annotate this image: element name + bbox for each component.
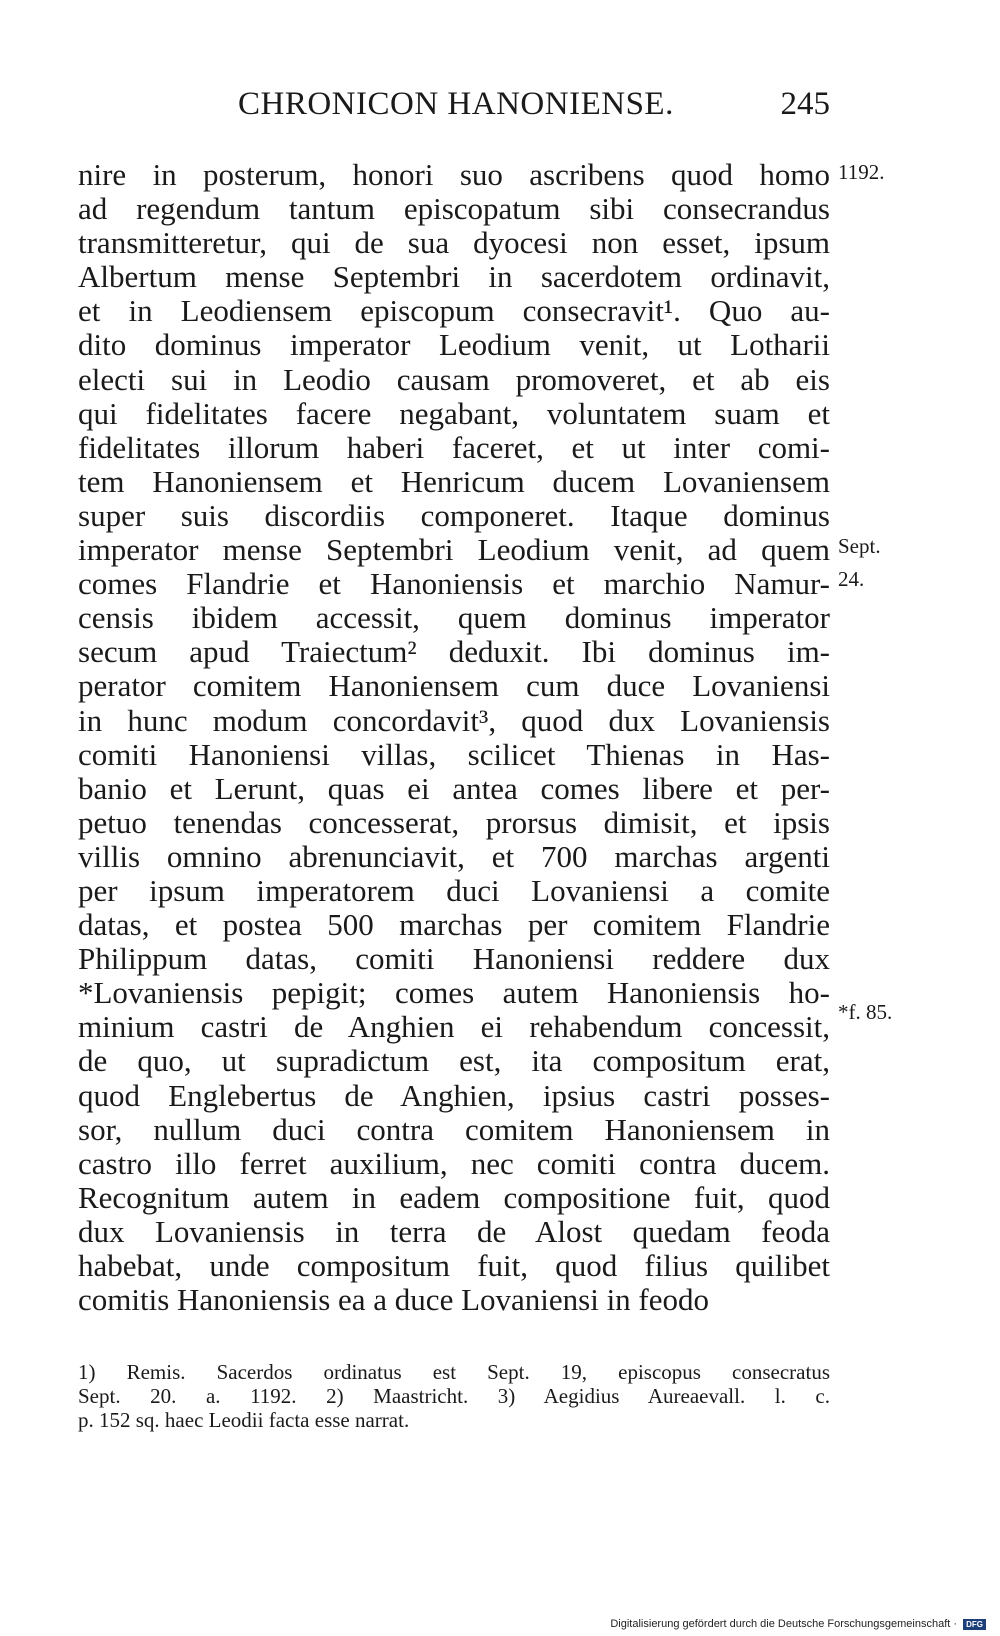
margin-note-month: Sept. [838, 534, 881, 558]
text-line: super suis discordiis componeret. Itaque dominus [78, 497, 830, 533]
footnotes [78, 1360, 830, 1432]
text-line: ad regendum tantum episcopatum sibi consecrandus [78, 191, 830, 227]
page-number: 245 [780, 86, 830, 122]
text-line: imperator mense Septembri Leodium venit, ad quem [78, 532, 830, 568]
text-line: sor, nullum duci contra comitem Hanoniensem in [78, 1111, 830, 1147]
digitization-credit [610, 1618, 986, 1630]
margin-note-year: 1192. [838, 160, 885, 184]
text-line: nire in posterum, honori suo ascribens quod homo [78, 157, 830, 192]
footnote-line: p. 152 sq. haec Leodii facta esse narrat. [78, 1408, 410, 1432]
text-line: secum apud Traiectum² deduxit. Ibi dominus im- [78, 634, 830, 670]
text-line: qui fidelitates facere negabant, voluntatem suam et [78, 395, 830, 431]
text-line: comes Flandrie et Hanoniensis et marchio Namur- [78, 566, 830, 602]
text-line: comiti Hanoniensi villas, scilicet Thienas in Has- [78, 736, 830, 772]
text-line: perator comitem Hanoniensem cum duce Lovaniensi [78, 668, 830, 704]
text-line: transmitteretur, qui de sua dyocesi non esset, ipsum [78, 225, 830, 261]
text-line: fidelitates illorum haberi faceret, et ut inter comi- [78, 429, 830, 465]
text-line: in hunc modum concordavit³, quod dux Lovaniensis [78, 702, 830, 738]
credit-text: Digitalisierung gefördert durch die Deutsche Forschungsgemeinschaft · [610, 1618, 958, 1630]
text-line: Albertum mense Septembri in sacerdotem ordinavit, [78, 259, 830, 295]
footnote-line: 1) Remis. Sacerdos ordinatus est Sept. 19, episcopus consecratus [78, 1360, 830, 1384]
body-text [78, 158, 830, 1317]
text-line: tem Hanoniensem et Henricum ducem Lovaniensem [78, 463, 830, 499]
text-line: comitis Hanoniensis ea a duce Lovaniensi in feodo [78, 1282, 710, 1318]
text-line: castro illo ferret auxilium, nec comiti contra ducem. [78, 1145, 830, 1181]
text-line: dito dominus imperator Leodium venit, ut Lotharii [78, 327, 830, 363]
text-line: minium castri de Anghien ei rehabendum concessit, [78, 1009, 830, 1045]
text-line: quod Englebertus de Anghien, ipsius castri posses- [78, 1077, 830, 1113]
dfg-logo: DFG [963, 1619, 986, 1630]
text-line: *Lovaniensis pepigit; comes autem Hanoniensis ho- [78, 975, 830, 1011]
text-line: Recognitum autem in eadem compositione fuit, quod [78, 1179, 830, 1215]
margin-note-folio: *f. 85. [838, 1000, 893, 1024]
text-line: dux Lovaniensis in terra de Alost quedam feoda [78, 1213, 830, 1249]
text-line: et in Leodiensem episcopum consecravit¹. Quo au- [78, 293, 830, 329]
text-line: banio et Lerunt, quas ei antea comes libere et per- [78, 770, 830, 806]
margin-note-day: 24. [838, 567, 865, 591]
text-line: villis omnino abrenunciavit, et 700 marchas argenti [78, 838, 830, 874]
text-line: de quo, ut supradictum est, ita compositum erat, [78, 1043, 830, 1079]
text-line: per ipsum imperatorem duci Lovaniensi a comite [78, 872, 830, 908]
text-line: electi sui in Leodio causam promoveret, et ab eis [78, 361, 830, 397]
text-line: Philippum datas, comiti Hanoniensi reddere dux [78, 941, 830, 977]
footnote-line: Sept. 20. a. 1192. 2) Maastricht. 3) Aegidius Aureaevall. l. c. [78, 1384, 830, 1408]
text-line: habebat, unde compositum fuit, quod filius quilibet [78, 1248, 830, 1283]
running-title: CHRONICON HANONIENSE. [238, 86, 674, 122]
text-line: petuo tenendas concesserat, prorsus dimisit, et ipsis [78, 804, 830, 840]
page-header [78, 86, 830, 136]
text-line: censis ibidem accessit, quem dominus imperator [78, 600, 830, 636]
text-line: datas, et postea 500 marchas per comitem Flandrie [78, 907, 830, 943]
